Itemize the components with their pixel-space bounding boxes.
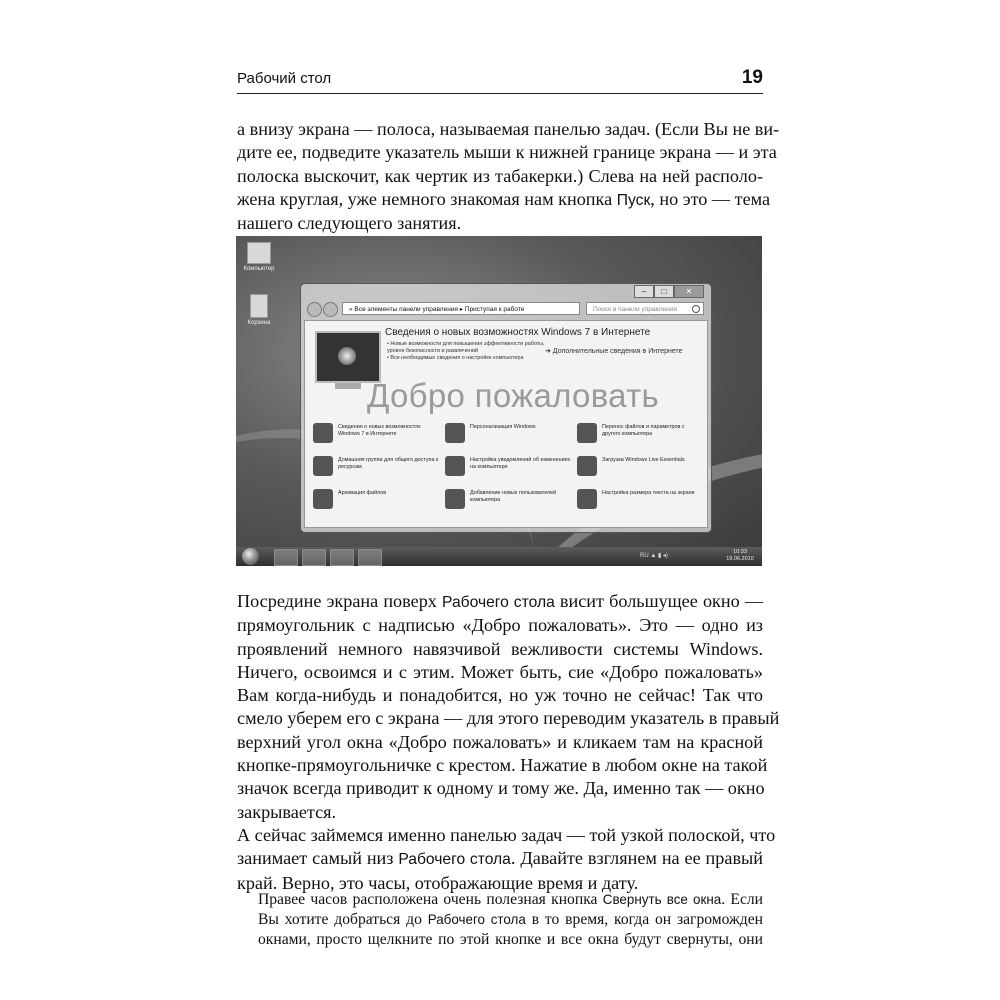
monitor-icon — [315, 331, 381, 383]
bullet-item: • Все необходимые сведения о настройке компьютера — [387, 355, 524, 361]
task-tiles — [313, 421, 703, 521]
task-tile-label: Загрузка Windows Live Essentials — [602, 457, 685, 463]
computer-icon — [247, 242, 271, 264]
ui-term: Рабочего стола — [442, 594, 555, 611]
text-line: А сейчас займемся именно панелью задач — той узкой полоской, что — [237, 825, 776, 845]
text-line: край. Верно, это часы, отображающие время и дату. — [237, 872, 639, 893]
body-paragraph-2 — [237, 824, 776, 895]
ui-term: Пуск — [616, 191, 651, 209]
intro-paragraph — [237, 118, 780, 235]
ui-term: Рабочего стола — [427, 911, 526, 927]
task-tile-label: Персонализация Windows — [470, 424, 536, 430]
text-line: окнами, просто щелкните по этой кнопке и все окна будут свернуты, они — [258, 930, 763, 948]
shield-icon — [445, 456, 465, 476]
task-tile-label: Настройка уведомлений об изменениях на компьютере — [470, 457, 571, 470]
note-paragraph — [258, 890, 763, 949]
ui-term: Рабочего стола — [398, 851, 511, 869]
clock-date: 19.06.2010 — [726, 556, 754, 562]
banner-bullets — [387, 341, 547, 362]
task-tile-label: Добавление новых пользователей компьютера — [470, 490, 557, 503]
text-line: Правее часов расположена очень полезная кнопка Свернуть все окна. Если — [258, 891, 764, 908]
text-line: жена круглая, уже немного знакомая нам кнопка Пуск, но это — тема — [237, 188, 771, 209]
welcome-heading: Добро пожаловать — [367, 377, 660, 414]
address-bar[interactable]: » Все элементы панели управления ▸ Приступая к работе — [342, 302, 580, 315]
homegroup-icon — [313, 456, 333, 476]
ui-term: Свернуть все окна — [602, 892, 722, 907]
task-tile[interactable] — [445, 487, 573, 515]
text-line: значок всегда приводит к одному и тому же. Да, именно так — окно — [237, 778, 765, 799]
task-tile[interactable] — [577, 421, 705, 449]
recycle-bin-desktop-icon[interactable] — [239, 294, 279, 326]
text-line: нашего следующего занятия. — [237, 213, 462, 234]
task-tile[interactable] — [445, 421, 573, 449]
recycle-bin-icon — [250, 294, 268, 318]
text-line: проявлений немного навязчивой вежливости системы Windows. — [237, 638, 763, 659]
task-tile[interactable] — [313, 454, 441, 482]
maximize-button[interactable]: □ — [654, 285, 674, 298]
text-line: кнопке-прямоугольничке с крестом. Нажатие в любом окне на такой — [237, 755, 768, 776]
running-header — [237, 67, 763, 92]
text-line: смело уберем его с экрана — для этого переводим указатель в правый — [237, 708, 780, 729]
more-info-link[interactable]: ➜ Дополнительные сведения в Интернете — [545, 348, 683, 355]
notification-area[interactable]: RU ▲ ▮ ◂) — [640, 553, 668, 559]
close-button[interactable]: ✕ — [674, 285, 704, 298]
desktop-icon-label: Компьютер — [243, 266, 275, 272]
personalize-icon — [445, 423, 465, 443]
clock-time: 10:33 — [733, 549, 747, 555]
text-line: дите ее, подведите указатель мыши к нижней границе экрана — и эта — [237, 142, 777, 163]
windows-logo-icon — [338, 347, 356, 365]
task-tile[interactable] — [445, 454, 573, 482]
text-size-icon — [577, 489, 597, 509]
task-tile-label: Настройка размера текста на экране — [602, 490, 695, 496]
text-line: Вам когда-нибудь и понадобится, но уж точно не сейчас! Так что — [237, 685, 763, 706]
back-button[interactable] — [307, 302, 322, 317]
chapter-title: Рабочий стол — [237, 70, 332, 87]
task-tile-label: Домашняя группа для общего доступа к ресурсам — [338, 457, 439, 470]
search-icon — [692, 305, 700, 313]
users-icon — [445, 489, 465, 509]
page-number: 19 — [741, 67, 763, 88]
text-line: верхний угол окна «Добро пожаловать» и кликаем там на красной — [237, 731, 763, 752]
text-line: Ничего, освоимся и с этим. Может быть, сие «Добро пожаловать» — [237, 661, 763, 682]
task-tile-label: Сведения о новых возможностях Windows 7 в Интернете — [338, 424, 421, 437]
computer-desktop-icon[interactable] — [239, 242, 279, 272]
body-paragraph-1 — [237, 590, 780, 824]
forward-button[interactable] — [323, 302, 338, 317]
text-line: полоска выскочит, как чертик из табакерки.) Слева на ней располо- — [237, 165, 763, 186]
task-tile[interactable] — [577, 454, 705, 482]
windows-live-icon — [577, 456, 597, 476]
desktop-icon-label: Корзина — [247, 320, 271, 326]
window-title-buttons — [634, 285, 704, 298]
task-tile-label: Перенос файлов и параметров с другого компьютера — [602, 424, 685, 437]
whats-new-icon — [313, 423, 333, 443]
task-tile-label: Архивация файлов — [338, 490, 387, 496]
text-line: а внизу экрана — полоса, называемая панелью задач. (Если Вы не ви- — [237, 119, 780, 139]
text-line: Посредине экрана поверх Рабочего стола висит большущее окно — — [237, 591, 764, 611]
transfer-icon — [577, 423, 597, 443]
monitor-stand — [335, 383, 361, 389]
search-input[interactable] — [586, 302, 704, 315]
bullet-item: • Новые возможности для повышения эффективности работы, уровня безопасности и развлечений — [387, 341, 545, 354]
minimize-button[interactable]: – — [634, 285, 654, 298]
welcome-window — [300, 283, 710, 531]
text-line: прямоугольник с надписью «Добро пожаловать». Это — одно из — [237, 615, 763, 636]
task-tile[interactable] — [577, 487, 705, 515]
backup-icon — [313, 489, 333, 509]
task-tile[interactable] — [313, 421, 441, 449]
task-tile[interactable] — [313, 487, 441, 515]
text-line: занимает самый низ Рабочего стола. Давайте взглянем на ее правый — [237, 848, 763, 869]
welcome-content — [304, 320, 708, 528]
search-placeholder: Поиск в панели управления — [593, 306, 677, 313]
text-line: Вы хотите добраться до Рабочего стола в то время, когда он загроможден — [258, 910, 763, 928]
banner-title[interactable]: Сведения о новых возможностях Windows 7 в Интернете — [385, 327, 651, 338]
text-line: закрывается. — [237, 801, 337, 822]
header-rule — [237, 93, 763, 94]
